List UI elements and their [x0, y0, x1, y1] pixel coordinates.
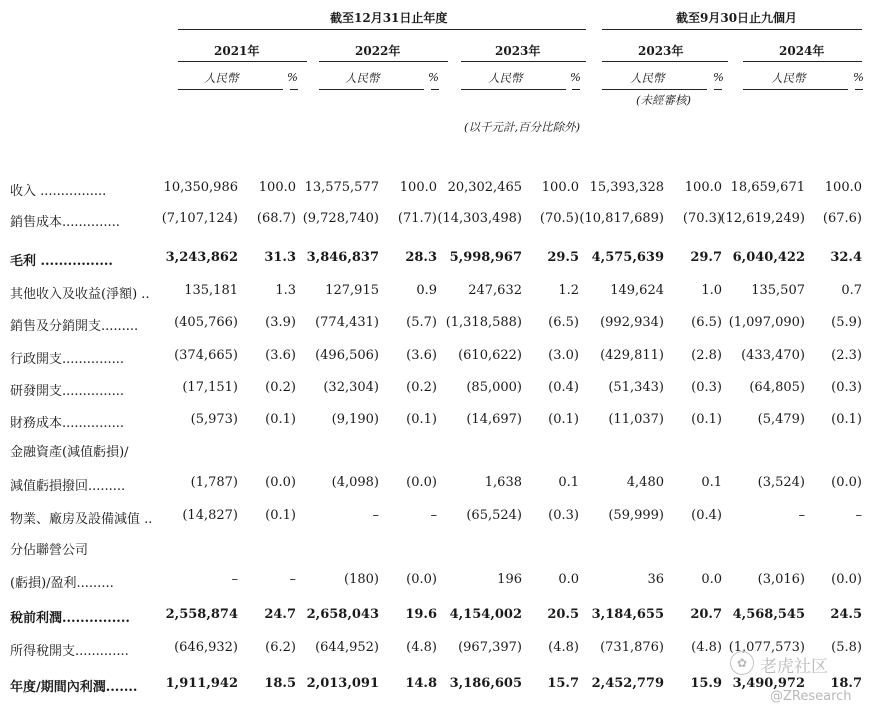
amount-cell: 1,911,942: [165, 676, 238, 691]
amount-cell: (14,827): [182, 508, 238, 523]
amount-cell: (731,876): [600, 640, 664, 655]
year-header: 2023年: [638, 44, 684, 58]
row-label: 其他收入及收益(淨額) ..: [10, 287, 150, 302]
amount-cell: –: [372, 508, 379, 523]
amount-cell: (646,932): [174, 640, 238, 655]
currency-header: 人民幣: [771, 71, 806, 85]
amount-cell: (1,097,090): [728, 315, 805, 330]
percent-cell: (68.7): [256, 211, 296, 226]
amount-cell: (433,470): [741, 348, 805, 363]
percent-cell: 14.8: [405, 676, 437, 691]
percent-cell: 29.5: [547, 250, 579, 265]
percent-cell: (0.4): [691, 508, 722, 523]
percent-cell: (3.9): [265, 315, 296, 330]
percent-cell: (0.2): [406, 380, 437, 395]
amount-cell: (4,098): [331, 475, 379, 490]
amount-cell: 10,350,986: [163, 180, 238, 195]
percent-cell: (6.5): [691, 315, 722, 330]
amount-cell: 2,013,091: [306, 676, 379, 691]
currency-header: 人民幣: [345, 71, 380, 85]
amount-cell: (85,000): [466, 380, 522, 395]
amount-cell: 15,393,328: [589, 180, 664, 195]
percent-cell: (3.6): [406, 348, 437, 363]
percent-cell: 28.3: [405, 250, 437, 265]
amount-cell: (11,037): [608, 412, 664, 427]
percent-cell: (0.1): [265, 412, 296, 427]
amount-cell: (496,506): [315, 348, 379, 363]
amount-cell: 4,575,639: [591, 250, 664, 265]
currency-header: 人民幣: [630, 71, 665, 85]
percent-cell: (6.2): [265, 640, 296, 655]
percent-header: %: [570, 70, 581, 84]
amount-cell: (9,190): [331, 412, 379, 427]
amount-cell: (17,151): [182, 380, 238, 395]
amount-cell: 135,507: [751, 283, 805, 298]
percent-cell: –: [855, 508, 862, 523]
amount-cell: (5,973): [190, 412, 238, 427]
percent-cell: (70.3): [682, 211, 722, 226]
header-nine-months-rule: [602, 29, 862, 30]
amount-cell: (9,728,740): [302, 211, 379, 226]
percent-cell: 100.0: [684, 180, 722, 195]
amount-cell: 4,154,002: [449, 607, 522, 622]
watermark-text: 老虎社区: [760, 657, 828, 677]
amount-cell: 3,184,655: [591, 607, 664, 622]
percent-cell: 0.7: [841, 283, 862, 298]
percent-cell: (5.7): [406, 315, 437, 330]
percent-cell: 24.5: [830, 607, 862, 622]
percent-cell: 1.3: [275, 283, 296, 298]
amount-cell: (14,303,498): [437, 211, 522, 226]
amount-cell: (65,524): [466, 508, 522, 523]
amount-cell: (1,787): [190, 475, 238, 490]
amount-cell: (10,817,689): [579, 211, 664, 226]
percent-cell: (0.1): [831, 412, 862, 427]
row-label: 年度/期間內利潤.......: [10, 680, 138, 695]
row-label: (虧損)/盈利.........: [10, 576, 114, 591]
percent-cell: 29.7: [690, 250, 722, 265]
percent-cell: 20.7: [690, 607, 722, 622]
sub-header-rule: [319, 89, 424, 90]
percent-cell: 15.7: [547, 676, 579, 691]
year-header: 2023年: [495, 44, 541, 58]
amount-cell: 36: [647, 572, 664, 587]
amount-cell: (3,016): [757, 572, 805, 587]
percent-cell: (0.3): [831, 380, 862, 395]
percent-cell: (0.2): [265, 380, 296, 395]
percent-cell: (71.7): [397, 211, 437, 226]
amount-cell: 2,658,043: [306, 607, 379, 622]
percent-cell: (4.8): [406, 640, 437, 655]
units-note: (以千元計,百分比除外): [464, 120, 581, 134]
percent-cell: (0.0): [406, 572, 437, 587]
percent-cell: (0.0): [406, 475, 437, 490]
sub-header-rule: [714, 89, 722, 90]
sub-header-rule: [572, 89, 580, 90]
header-year-end-rule: [178, 29, 586, 30]
percent-cell: 18.5: [264, 676, 296, 691]
percent-cell: (0.1): [691, 412, 722, 427]
amount-cell: (5,479): [757, 412, 805, 427]
amount-cell: 3,846,837: [306, 250, 379, 265]
percent-cell: 0.0: [701, 572, 722, 587]
amount-cell: 196: [497, 572, 522, 587]
percent-cell: 0.1: [701, 475, 722, 490]
amount-cell: (32,304): [323, 380, 379, 395]
year-header: 2022年: [355, 44, 401, 58]
row-label: 收入 ................: [10, 184, 107, 199]
row-label: 研發開支...............: [10, 384, 124, 399]
percent-cell: (5.8): [831, 640, 862, 655]
percent-header: %: [713, 70, 724, 84]
amount-cell: (644,952): [315, 640, 379, 655]
amount-cell: (374,665): [174, 348, 238, 363]
row-label: 財務成本...............: [10, 416, 124, 431]
percent-cell: (0.1): [265, 508, 296, 523]
percent-cell: (67.6): [822, 211, 862, 226]
percent-cell: 20.5: [547, 607, 579, 622]
amount-cell: 2,558,874: [165, 607, 238, 622]
currency-header: 人民幣: [488, 71, 523, 85]
percent-cell: 100.0: [258, 180, 296, 195]
amount-cell: (610,622): [458, 348, 522, 363]
row-label: 分佔聯營公司: [10, 543, 89, 558]
year-header-rule: [602, 61, 728, 62]
amount-cell: (59,999): [608, 508, 664, 523]
percent-cell: 19.6: [405, 607, 437, 622]
year-header-rule: [319, 61, 448, 62]
amount-cell: 4,480: [626, 475, 664, 490]
percent-cell: 0.0: [558, 572, 579, 587]
amount-cell: (12,619,249): [720, 211, 805, 226]
percent-cell: –: [289, 572, 296, 587]
row-label: 毛利 ................: [10, 254, 113, 269]
row-label: 稅前利潤...............: [10, 611, 130, 626]
percent-cell: (0.1): [548, 412, 579, 427]
amount-cell: 3,243,862: [165, 250, 238, 265]
percent-cell: (3.0): [548, 348, 579, 363]
percent-cell: 31.3: [264, 250, 296, 265]
percent-cell: 0.1: [558, 475, 579, 490]
sub-header-rule: [431, 89, 439, 90]
sub-header-rule: [178, 89, 283, 90]
sub-header-rule: [290, 89, 298, 90]
currency-header: 人民幣: [204, 71, 239, 85]
amount-cell: 13,575,577: [304, 180, 379, 195]
amount-cell: (429,811): [600, 348, 664, 363]
amount-cell: 6,040,422: [732, 250, 805, 265]
year-header: 2021年: [214, 44, 260, 58]
percent-header: %: [428, 70, 439, 84]
percent-cell: 15.9: [690, 676, 722, 691]
amount-cell: –: [798, 508, 805, 523]
amount-cell: (7,107,124): [161, 211, 238, 226]
amount-cell: (967,397): [458, 640, 522, 655]
amount-cell: 149,624: [610, 283, 664, 298]
amount-cell: 1,638: [484, 475, 522, 490]
percent-cell: 1.0: [701, 283, 722, 298]
row-label: 行政開支...............: [10, 352, 124, 367]
amount-cell: 247,632: [468, 283, 522, 298]
percent-cell: (4.8): [548, 640, 579, 655]
percent-cell: (4.8): [691, 640, 722, 655]
year-header: 2024年: [779, 44, 825, 58]
watermark-handle: @ZResearch: [770, 689, 852, 704]
amount-cell: 20,302,465: [447, 180, 522, 195]
row-label: 所得稅開支.............: [10, 644, 129, 659]
amount-cell: (180): [344, 572, 379, 587]
amount-cell: 4,568,545: [732, 607, 805, 622]
year-header-rule: [461, 61, 586, 62]
amount-cell: –: [231, 572, 238, 587]
percent-cell: (3.6): [265, 348, 296, 363]
percent-cell: 18.7: [830, 676, 862, 691]
percent-cell: (70.5): [539, 211, 579, 226]
amount-cell: 135,181: [184, 283, 238, 298]
row-label: 減值虧損撥回.........: [10, 479, 126, 494]
amount-cell: (1,318,588): [445, 315, 522, 330]
percent-cell: 1.2: [558, 283, 579, 298]
amount-cell: (14,697): [466, 412, 522, 427]
percent-cell: (5.9): [831, 315, 862, 330]
percent-cell: 100.0: [824, 180, 862, 195]
amount-cell: 18,659,671: [730, 180, 805, 195]
amount-cell: (64,805): [749, 380, 805, 395]
percent-cell: 100.0: [399, 180, 437, 195]
year-header-rule: [743, 61, 862, 62]
amount-cell: 2,452,779: [591, 676, 664, 691]
percent-cell: (0.4): [548, 380, 579, 395]
amount-cell: (774,431): [315, 315, 379, 330]
percent-cell: (2.8): [691, 348, 722, 363]
percent-cell: 100.0: [541, 180, 579, 195]
percent-cell: (0.0): [831, 572, 862, 587]
percent-cell: (2.3): [831, 348, 862, 363]
percent-cell: (0.0): [831, 475, 862, 490]
percent-cell: (0.1): [406, 412, 437, 427]
row-label: 金融資產(減值虧損)/: [10, 445, 129, 460]
amount-cell: (3,524): [757, 475, 805, 490]
sub-header-rule: [855, 89, 863, 90]
amount-cell: 3,490,972: [732, 676, 805, 691]
percent-cell: (0.3): [691, 380, 722, 395]
amount-cell: 127,915: [325, 283, 379, 298]
amount-cell: 3,186,605: [449, 676, 522, 691]
percent-cell: 24.7: [264, 607, 296, 622]
percent-cell: 32.4: [830, 250, 862, 265]
year-header-rule: [178, 61, 307, 62]
row-label: 銷售成本..............: [10, 215, 120, 230]
percent-cell: (0.3): [548, 508, 579, 523]
header-year-end-group: 截至12月31日止年度: [330, 11, 448, 25]
row-label: 銷售及分銷開支.........: [10, 319, 139, 334]
sub-header-rule: [461, 89, 566, 90]
percent-cell: (6.5): [548, 315, 579, 330]
header-nine-months-group: 截至9月30日止九個月: [676, 11, 798, 25]
unaudited-note: (未經審核): [636, 93, 691, 107]
sub-header-rule: [743, 89, 848, 90]
watermark-logo-icon: ✿: [730, 651, 754, 675]
amount-cell: (51,343): [608, 380, 664, 395]
sub-header-rule: [602, 89, 707, 90]
amount-cell: (405,766): [174, 315, 238, 330]
amount-cell: 5,998,967: [449, 250, 522, 265]
amount-cell: (1,077,573): [728, 640, 805, 655]
percent-cell: –: [430, 508, 437, 523]
amount-cell: (992,934): [600, 315, 664, 330]
percent-cell: (0.0): [265, 475, 296, 490]
percent-header: %: [287, 70, 298, 84]
percent-cell: 0.9: [416, 283, 437, 298]
row-label: 物業、廠房及設備減值 ..: [10, 512, 153, 527]
percent-header: %: [853, 70, 864, 84]
